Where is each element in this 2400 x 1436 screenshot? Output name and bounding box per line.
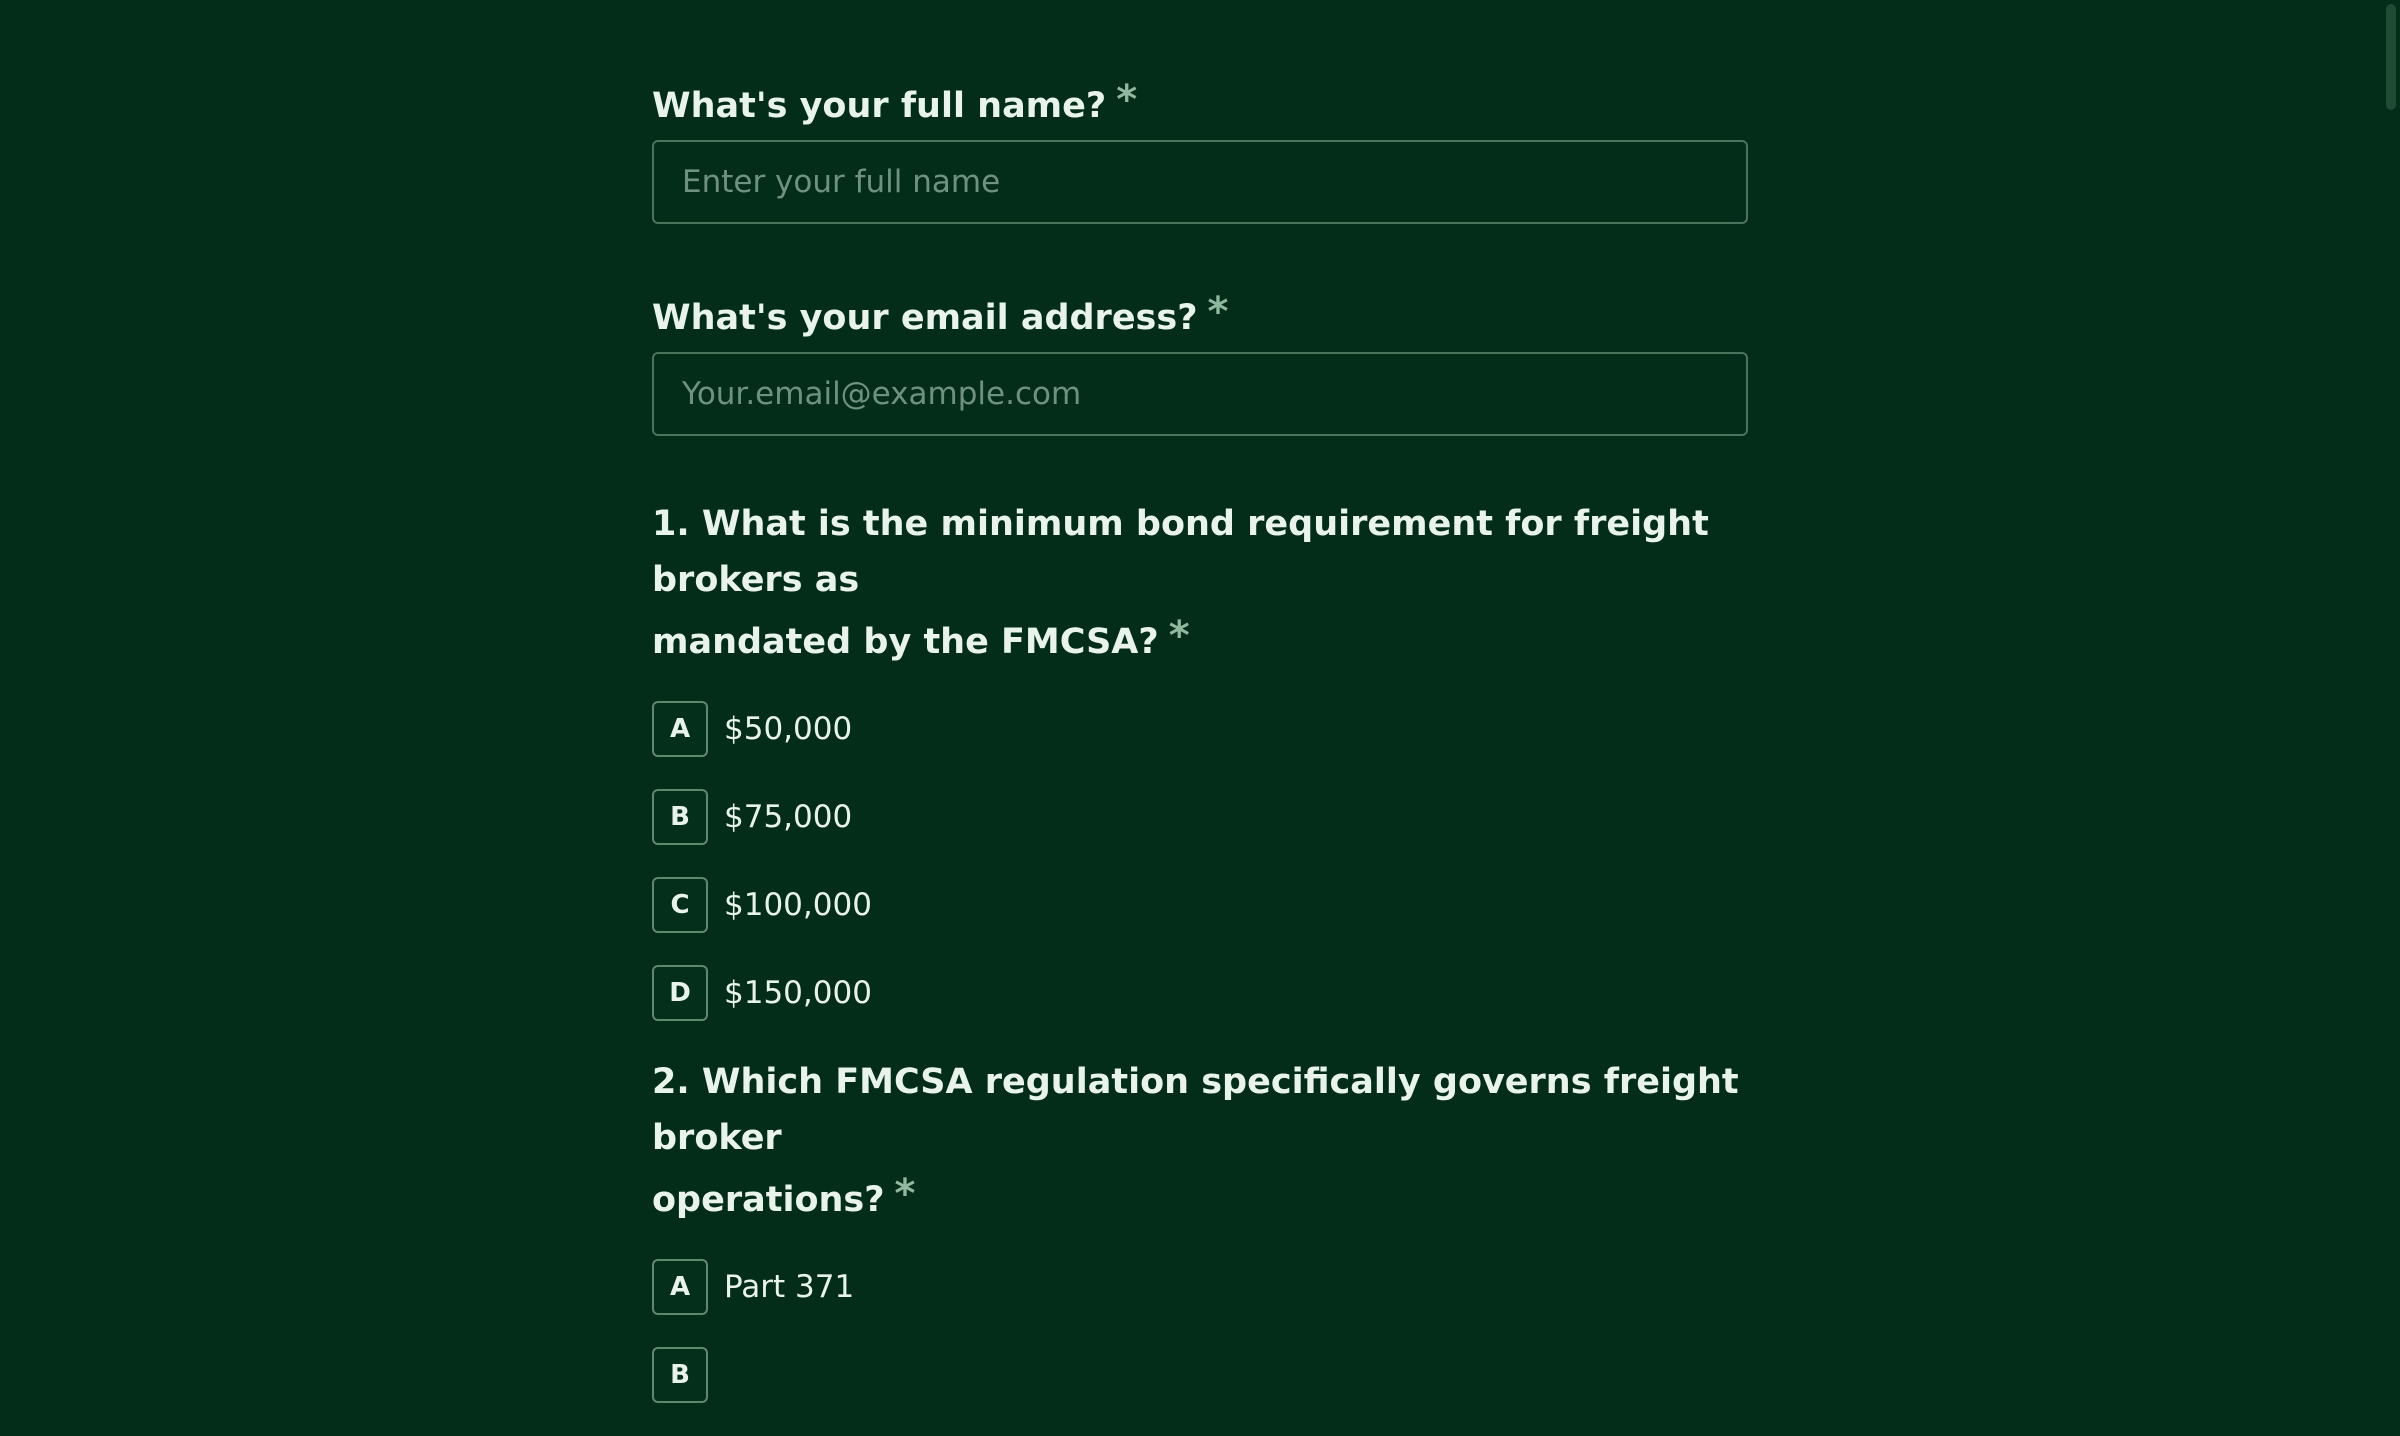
- full-name-input[interactable]: [652, 140, 1748, 224]
- question-2-label: [652, 1054, 1748, 1228]
- email-input[interactable]: [652, 352, 1748, 436]
- question-1-option-b[interactable]: [652, 788, 1748, 846]
- option-text: $50,000: [724, 711, 853, 747]
- question-1-option-d[interactable]: [652, 964, 1748, 1022]
- option-key-a: A: [652, 701, 708, 757]
- question-1-options: [652, 700, 1748, 1022]
- scrollbar[interactable]: [2384, 0, 2400, 1200]
- required-asterisk: *: [894, 1171, 916, 1217]
- name-label: [652, 72, 1748, 134]
- option-text: Part 371: [724, 1269, 855, 1305]
- question-1-label: [652, 496, 1748, 670]
- email-field-group: [652, 284, 1748, 436]
- question-2-options: [652, 1258, 1748, 1404]
- quiz-form: [652, 72, 1748, 1436]
- question-1-option-a[interactable]: [652, 700, 1748, 758]
- question-2-option-b[interactable]: [652, 1346, 1748, 1404]
- question-2-option-a[interactable]: [652, 1258, 1748, 1316]
- question-1-line1: 1. What is the minimum bond requirement for freight brokers as: [652, 504, 1709, 600]
- required-asterisk: *: [1116, 77, 1138, 123]
- question-2-line2: operations?: [652, 1180, 885, 1220]
- question-1: [652, 496, 1748, 1022]
- option-key-d: D: [652, 965, 708, 1021]
- option-text: $150,000: [724, 975, 872, 1011]
- question-2-line1: 2. Which FMCSA regulation specifically governs freight broker: [652, 1062, 1739, 1158]
- email-label-text: What's your email address?: [652, 298, 1198, 338]
- question-1-option-c[interactable]: [652, 876, 1748, 934]
- required-asterisk: *: [1168, 613, 1190, 659]
- option-text: $100,000: [724, 887, 872, 923]
- required-asterisk: *: [1207, 289, 1229, 335]
- option-key-a: A: [652, 1259, 708, 1315]
- option-key-c: C: [652, 877, 708, 933]
- option-key-b: B: [652, 1347, 708, 1403]
- option-key-b: B: [652, 789, 708, 845]
- scrollbar-thumb[interactable]: [2386, 4, 2396, 110]
- option-text: $75,000: [724, 799, 853, 835]
- email-label: [652, 284, 1748, 346]
- name-label-text: What's your full name?: [652, 86, 1107, 126]
- question-1-line2: mandated by the FMCSA?: [652, 622, 1159, 662]
- name-field-group: [652, 72, 1748, 224]
- question-2: [652, 1054, 1748, 1404]
